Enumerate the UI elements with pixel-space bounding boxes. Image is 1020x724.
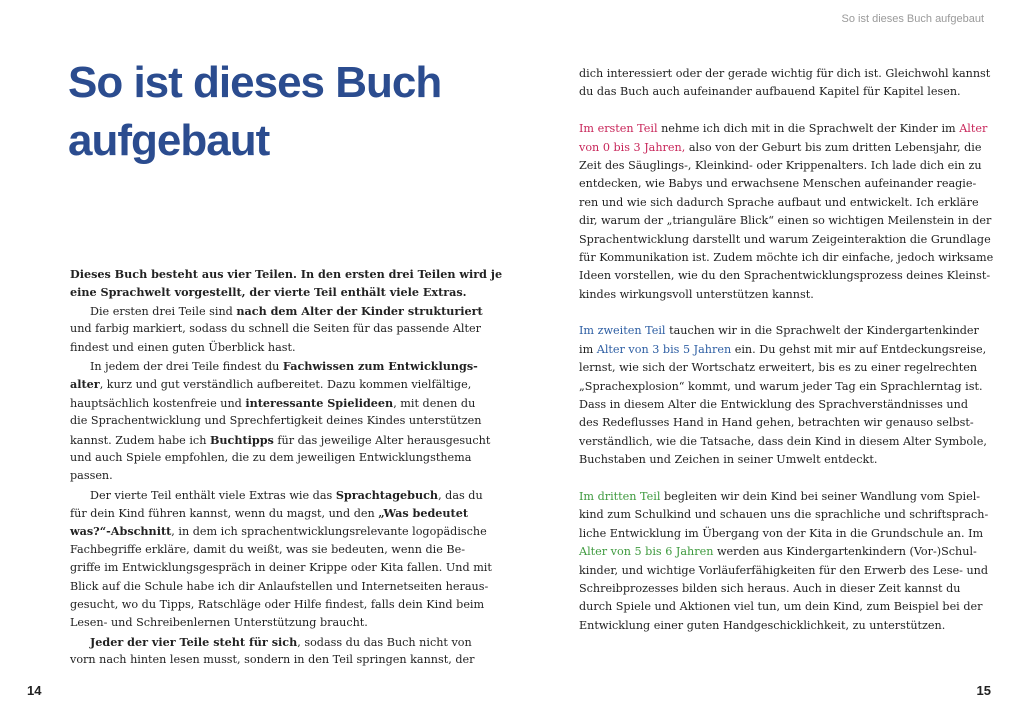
text-line: und auch Spiele empfohlen, die zu dem jeweiligen Entwicklungsthema — [70, 450, 472, 464]
text-line: Schreibprozesses bilden sich heraus. Auch in dieser Zeit kannst du — [579, 581, 961, 595]
text-line: passen. — [70, 469, 113, 483]
text-line: alter, kurz und gut verständlich aufbereitet. Dazu kommen vielfältige, — [70, 377, 472, 392]
right-column — [579, 65, 994, 635]
text-line: ren und wie sich dadurch Sprache aufbaut und entwickelt. Ich erkläre — [579, 195, 979, 209]
text-line: Die ersten drei Teile sind nach dem Alter der Kinder strukturiert — [90, 303, 483, 318]
text-line: dir, warum der „trianguläre Blick“ einen so wichtigen Meilenstein in der — [579, 214, 992, 228]
running-header: So ist dieses Buch aufgebaut — [841, 13, 984, 25]
text-line: du das Buch auch aufeinander aufbauend Kapitel für Kapitel lesen. — [579, 85, 961, 99]
text-line: von 0 bis 3 Jahren, also von der Geburt bis zum dritten Lebensjahr, die — [579, 140, 982, 154]
text-line: In jedem der drei Teile findest du Fachwissen zum Entwicklungs- — [90, 358, 478, 373]
text-line: gesucht, wo du Tipps, Ratschläge oder Hilfe findest, falls dein Kind beim — [70, 598, 485, 612]
text-line: Buchstaben und Zeichen in seiner Umwelt entdeckt. — [579, 453, 878, 467]
text-line: dich interessiert oder der gerade wichtig für dich ist. Gleichwohl kannst — [579, 67, 991, 80]
text-line: durch Spiele und Aktionen viel tun, um dein Kind, zum Beispiel bei der — [579, 600, 983, 614]
page-number-right: 15 — [976, 683, 991, 698]
text-line: Blick auf die Schule habe ich dir Anlaufstellen und Internetseiten heraus- — [70, 579, 489, 593]
paragraph-gap — [579, 304, 955, 322]
text-line: Alter von 5 bis 6 Jahren werden aus Kindergartenkindern (Vor-)Schul- — [579, 545, 977, 559]
text-line: vorn nach hinten lesen musst, sondern in den Teil springen kannst, der — [70, 653, 475, 667]
text-line: findest und einen guten Überblick hast. — [70, 340, 296, 354]
text-line: Ideen vorstellen, wie du den Sprachentwicklungsprozess deines Kleinst- — [579, 269, 991, 283]
text-line: kinder, und wichtige Vorläuferfähigkeiten für den Erwerb des Lese- und — [579, 563, 989, 577]
text-line: kindes wirkungsvoll unterstützen kannst. — [579, 287, 814, 301]
text-line: Entwicklung einer guten Handgeschicklichkeit, zu unterstützen. — [579, 618, 946, 632]
page-title — [68, 54, 441, 170]
text-line: was?“-Abschnitt, in dem ich sprachentwicklungsrelevante logopädische — [70, 524, 487, 539]
title-line: aufgebaut — [68, 116, 270, 165]
text-line: entdecken, wie Babys und erwachsene Menschen aufeinander reagie- — [579, 177, 977, 191]
paragraph-gap — [579, 102, 955, 120]
text-line: Der vierte Teil enthält viele Extras wie das Sprachtagebuch, das du — [90, 487, 483, 502]
text-line: Sprachentwicklung darstellt und warum Zeigeinteraktion die Grundlage — [579, 232, 991, 246]
text-line: Fachbegriffe erkläre, damit du weißt, was sie bedeuten, wenn die Be- — [70, 542, 466, 556]
text-line: griffe im Entwicklungsgespräch in deiner Krippe oder Kita fallen. Und mit — [70, 561, 492, 575]
text-line: eine Sprachwelt vorgestellt, der vierte Teil enthält viele Extras. — [70, 285, 467, 300]
title-line: So ist dieses Buch — [68, 58, 442, 107]
text-line: Lesen- und Schreibenlernen Unterstützung braucht. — [70, 616, 368, 630]
text-line: Jeder der vier Teile steht für sich, sodass du das Buch nicht von — [90, 634, 472, 649]
text-line: Dieses Buch besteht aus vier Teilen. In den ersten drei Teilen wird je — [70, 267, 503, 281]
text-line: kannst. Zudem habe ich Buchtipps für das jeweilige Alter herausgesucht — [70, 432, 491, 447]
text-line: Dass in diesem Alter die Entwicklung des Sprachverständnisses und — [579, 398, 968, 412]
text-line: Im ersten Teil nehme ich dich mit in die Sprachwelt der Kinder im Alter — [579, 122, 988, 136]
text-line: Im zweiten Teil tauchen wir in die Sprachwelt der Kindergartenkinder — [579, 324, 979, 338]
text-line: im Alter von 3 bis 5 Jahren ein. Du gehst mit mir auf Entdeckungsreise, — [579, 342, 987, 356]
text-line: des Redeflusses Hand in Hand gehen, betrachten wir genauso selbst- — [579, 416, 974, 430]
text-line: kind zum Schulkind und schauen uns die sprachliche und schriftsprach- — [579, 508, 989, 522]
text-line: liche Entwicklung im Übergang von der Kita in die Grundschule an. Im — [579, 526, 984, 540]
text-line: für Kommunikation ist. Zudem möchte ich dir einfache, jedoch wirksame — [579, 250, 994, 264]
text-line: für dein Kind führen kannst, wenn du magst, und den „Was bedeutet — [70, 506, 468, 521]
text-line: Zeit des Säuglings-, Kleinkind- oder Krippenalters. Ich lade dich ein zu — [579, 158, 982, 172]
text-line: verständlich, wie die Tatsache, dass dein Kind in diesem Alter Symbole, — [579, 434, 987, 448]
text-line: die Sprachentwicklung und Sprechfertigkeit deines Kindes unterstützen — [70, 414, 482, 428]
paragraph-gap — [579, 470, 955, 488]
text-line: „Sprachexplosion“ kommt, und warum jeder Tag ein Sprachlerntag ist. — [579, 379, 983, 393]
text-line: Im dritten Teil begleiten wir dein Kind bei seiner Wandlung vom Spiel- — [579, 489, 981, 503]
text-line: lernst, wie sich der Wortschatz erweitert, bis es zu einer regelrechten — [579, 361, 978, 375]
text-line: hauptsächlich kostenfreie und interessante Spielideen, mit denen du — [70, 395, 476, 410]
page-number-left: 14 — [27, 683, 42, 698]
left-column — [70, 265, 503, 670]
text-line: und farbig markiert, sodass du schnell die Seiten für das passende Alter — [70, 322, 481, 336]
